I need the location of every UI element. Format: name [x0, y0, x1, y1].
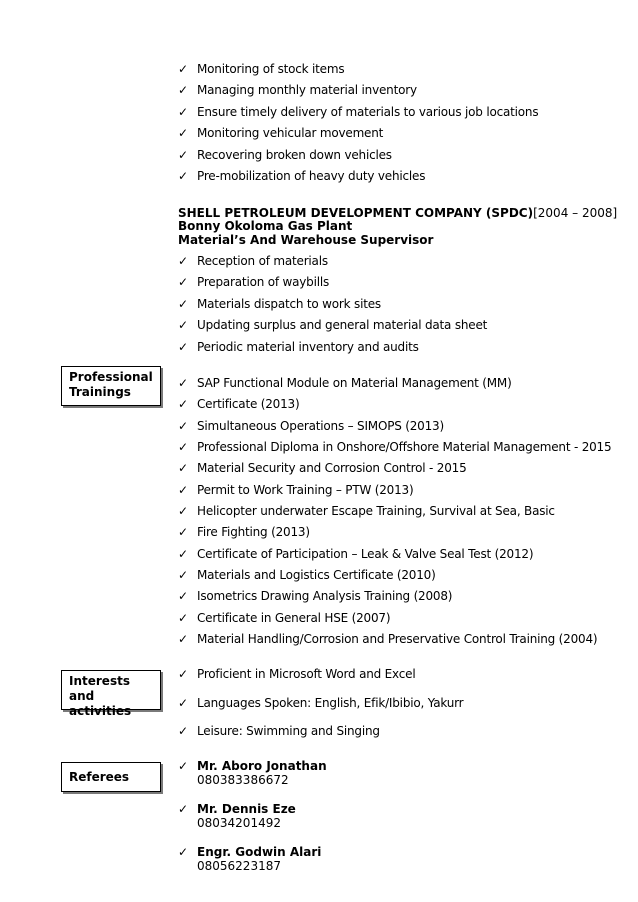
list-item: ✓ Professional Diploma in Onshore/Offshore Material Management - 2015 — [178, 440, 612, 454]
check-icon: ✓ — [178, 461, 189, 475]
check-icon: ✓ — [178, 254, 189, 268]
list-item: ✓ Updating surplus and general material data sheet — [178, 318, 488, 332]
check-icon: ✓ — [178, 547, 189, 561]
list-item: ✓ Certificate (2013) — [178, 397, 300, 411]
list-item: ✓ Periodic material inventory and audits — [178, 340, 419, 354]
list-item: ✓ SAP Functional Module on Material Management (MM) — [178, 376, 512, 390]
list-item: ✓ Materials and Logistics Certificate (2010) — [178, 568, 436, 582]
check-icon: ✓ — [178, 340, 189, 354]
list-item: ✓ Helicopter underwater Escape Training, Survival at Sea, Basic — [178, 504, 555, 518]
check-icon: ✓ — [178, 318, 189, 332]
company-name: SHELL PETROLEUM DEVELOPMENT COMPANY (SPDC) — [178, 206, 534, 220]
check-icon: ✓ — [178, 483, 189, 497]
referee-phone: 08056223187 — [197, 859, 281, 873]
section-label-referees: Referees — [61, 762, 161, 792]
check-icon: ✓ — [178, 696, 189, 710]
check-icon: ✓ — [178, 632, 189, 646]
list-item: ✓ Materials dispatch to work sites — [178, 297, 381, 311]
job-period: [2004 – 2008] — [533, 206, 618, 220]
check-icon: ✓ — [178, 845, 189, 859]
list-item: ✓ Monitoring vehicular movement — [178, 126, 384, 140]
check-icon: ✓ — [178, 724, 189, 738]
check-icon: ✓ — [178, 62, 189, 76]
check-icon: ✓ — [178, 83, 189, 97]
list-item: ✓ Pre-mobilization of heavy duty vehicles — [178, 169, 426, 183]
list-item: ✓ Simultaneous Operations – SIMOPS (2013) — [178, 419, 444, 433]
check-icon: ✓ — [178, 419, 189, 433]
list-item: ✓ Reception of materials — [178, 254, 328, 268]
check-icon: ✓ — [178, 105, 189, 119]
list-item: ✓ Certificate in General HSE (2007) — [178, 611, 391, 625]
check-icon: ✓ — [178, 148, 189, 162]
list-item: ✓ Fire Fighting (2013) — [178, 525, 310, 539]
list-item: ✓ Languages Spoken: English, Efik/Ibibio, Yakurr — [178, 696, 464, 710]
list-item: ✓ Ensure timely delivery of materials to various job locations — [178, 105, 539, 119]
section-label-trainings: Professional Trainings — [61, 366, 161, 406]
list-item: ✓ Leisure: Swimming and Singing — [178, 724, 380, 738]
referee-name: ✓ Engr. Godwin Alari — [178, 845, 322, 859]
job-role: Material’s And Warehouse Supervisor — [178, 233, 434, 247]
check-icon: ✓ — [178, 802, 189, 816]
check-icon: ✓ — [178, 568, 189, 582]
list-item: ✓ Isometrics Drawing Analysis Training (2008) — [178, 589, 453, 603]
list-item: ✓ Material Security and Corrosion Control - 2015 — [178, 461, 467, 475]
check-icon: ✓ — [178, 297, 189, 311]
list-item: ✓ Proficient in Microsoft Word and Excel — [178, 667, 416, 681]
check-icon: ✓ — [178, 589, 189, 603]
check-icon: ✓ — [178, 611, 189, 625]
check-icon: ✓ — [178, 759, 189, 773]
check-icon: ✓ — [178, 504, 189, 518]
list-item: ✓ Certificate of Participation – Leak & Valve Seal Test (2012) — [178, 547, 534, 561]
referee-phone: 08034201492 — [197, 816, 281, 830]
check-icon: ✓ — [178, 376, 189, 390]
check-icon: ✓ — [178, 275, 189, 289]
list-item: ✓ Material Handling/Corrosion and Preservative Control Training (2004) — [178, 632, 598, 646]
list-item: ✓ Permit to Work Training – PTW (2013) — [178, 483, 414, 497]
list-item: ✓ Monitoring of stock items — [178, 62, 345, 76]
check-icon: ✓ — [178, 440, 189, 454]
list-item: ✓ Managing monthly material inventory — [178, 83, 417, 97]
check-icon: ✓ — [178, 397, 189, 411]
check-icon: ✓ — [178, 169, 189, 183]
section-label-interests: Interests and activities — [61, 670, 161, 710]
list-item: ✓ Recovering broken down vehicles — [178, 148, 392, 162]
check-icon: ✓ — [178, 667, 189, 681]
referee-name: ✓ Mr. Aboro Jonathan — [178, 759, 327, 773]
check-icon: ✓ — [178, 126, 189, 140]
check-icon: ✓ — [178, 525, 189, 539]
referee-name: ✓ Mr. Dennis Eze — [178, 802, 296, 816]
referee-phone: 080383386672 — [197, 773, 289, 787]
job-location: Bonny Okoloma Gas Plant — [178, 219, 353, 233]
list-item: ✓ Preparation of waybills — [178, 275, 330, 289]
